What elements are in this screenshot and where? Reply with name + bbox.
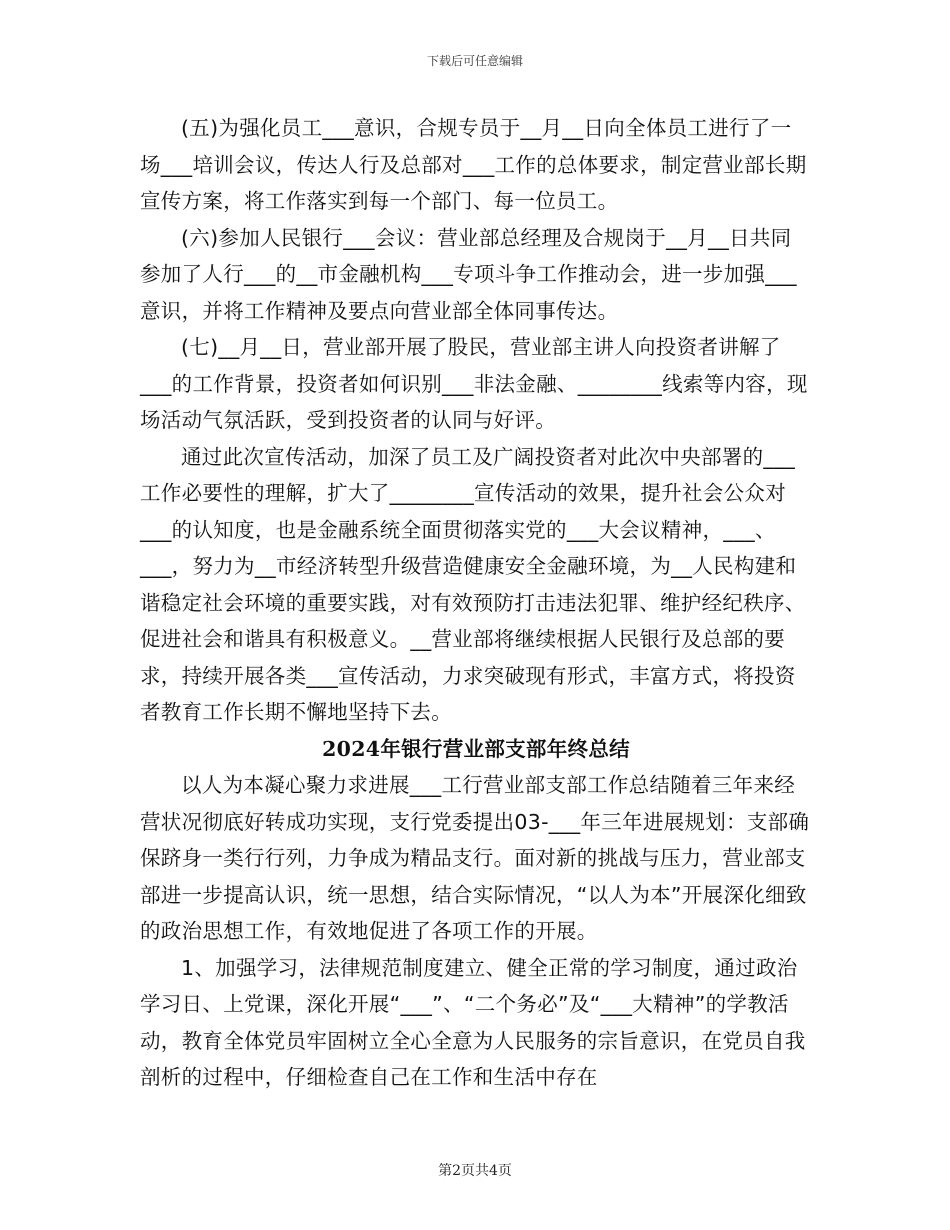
paragraph-item-7: (七)__月__日，营业部开展了股民，营业部主讲人向投资者讲解了___的工作背景，投资者如何识别___非法金融、________线索等内容，现场活动气氛活跃，受到投资者的认同与好评。 — [140, 335, 808, 432]
paragraph-intro: 以人为本凝心聚力求进展___工行营业部支部工作总结随着三年来经营状况彻底好转成功实现，支行党委提出03-___年三年进展规划：支部确保跻身一类行行列，力争成为精品支行。面对新的挑战与压力，营业部支部进一步提高认识，统一思想，结合实际情况，“以人为本”开展深化细致的政治思想工作，有效地促进了各项工作的开展。 — [140, 773, 810, 943]
page-header: 下载后可任意编辑 — [426, 54, 523, 68]
document-body — [140, 110, 812, 1096]
page-number: 第2页共4页 — [438, 1163, 512, 1179]
paragraph-point-1: 1、加强学习，法律规范制度建立、健全正常的学习制度，通过政治学习日、上党课，深化开展“___”、“二个务必”及“___大精神”的学教活动，教育全体党员牢固树立全心全意为人民服务的宗旨意识，在党员自我剖析的过程中，仔细检查自己在工作和生活中存在 — [140, 955, 806, 1089]
paragraph-summary: 通过此次宣传活动，加深了员工及广阔投资者对此次中央部署的___工作必要性的理解，扩大了________宣传活动的效果，提升社会公众对___的认知度，也是金融系统全面贯彻落实党的___大会议精神，___、___，努力为__市经济转型升级营造健康安全金融环境，为__人民构建和谐稳定社会环境的重要实践，对有效预防打击违法犯罪、维护经纪秩序、促进社会和谐具有积极意义。__营业部将继续根据人民银行及总部的要求，持续开展各类___宣传活动，力求突破现有形式，丰富方式，将投资者教育工作长期不懈地坚持下去。 — [140, 444, 806, 724]
paragraph-item-6: (六)参加人民银行___会议：营业部总经理及合规岗于__月__日共同参加了人行___的__市金融机构___专项斗争工作推动会，进一步加强___意识，并将工作精神及要点向营业部全体同事传达。 — [140, 225, 797, 323]
section-title: 2024年银行营业部支部年终总结 — [322, 736, 630, 761]
paragraph-item-5: (五)为强化员工___意识，合规专员于__月__日向全体员工进行了一场___培训会议，传达人行及总部对___工作的总体要求，制定营业部长期宣传方案，将工作落实到每一个部门、每一位员工。 — [140, 116, 807, 213]
